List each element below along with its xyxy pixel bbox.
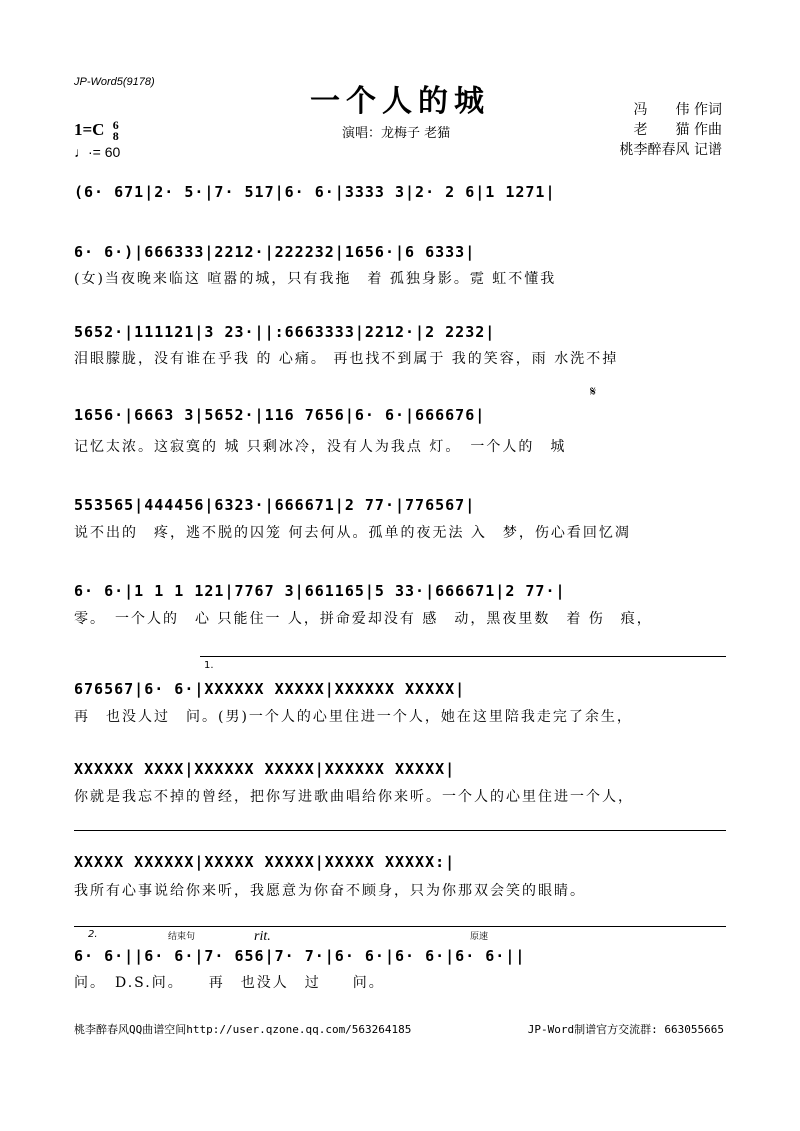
footer-right: JP-Word制谱官方交流群: 663055665 xyxy=(527,1023,724,1036)
time-bottom: 8 xyxy=(112,129,119,144)
notation-line-5: 553565|444456|6323·|666671|2 77·|776567| xyxy=(74,496,476,514)
segno-sign: 𝄋 xyxy=(590,384,597,400)
lyric-line-2: (女)当夜晚来临这 喧嚣的城，只有我拖 着 孤独身影。霓 虹不懂我 xyxy=(74,271,557,287)
volta-1-label: 1. xyxy=(204,660,214,671)
notation-line-7: 676567|6· 6·|XXXXXX XXXXX|XXXXXX XXXXX| xyxy=(74,680,466,698)
repeat-bracket xyxy=(74,830,726,831)
lyric-line-9: 我所有心事说给你来听，我愿意为你奋不顾身，只为你那双会笑的眼睛。 xyxy=(74,883,586,899)
time-top: 6 xyxy=(112,118,119,133)
time-signature xyxy=(113,120,119,142)
tempo-marking: ♩·= 60 xyxy=(74,144,121,160)
song-title: 一个人的城 xyxy=(310,84,490,119)
notation-line-10: 6· 6·||6· 6·|7· 656|7· 7·|6· 6·|6· 6·|6· 6·|| xyxy=(74,947,526,965)
original-tempo-label: 原速 xyxy=(470,932,489,942)
lyric-line-10: 问。 D.S.问。 再 也没人 过 问。 xyxy=(74,975,385,991)
notation-line-9: XXXXX XXXXXX|XXXXX XXXXX|XXXXX XXXXX:| xyxy=(74,853,456,871)
volta-2-label: 2. xyxy=(88,929,98,940)
lyric-line-4: 记忆太浓。这寂寞的 城 只剩冰冷，没有人为我点 灯。 一个人的 城 xyxy=(74,439,567,455)
lyric-line-5: 说不出的 疼，逃不脱的囚笼 何去何从。孤单的夜无法 入 梦，伤心看回忆凋 xyxy=(74,525,631,541)
notation-line-8: XXXXXX XXXX|XXXXXX XXXXX|XXXXXX XXXXX| xyxy=(74,760,456,778)
ending-label: 结束句 xyxy=(168,932,196,942)
notation-line-6: 6· 6·|1 1 1 121|7767 3|661165|5 33·|666671|2 77·| xyxy=(74,582,566,600)
lyric-line-8: 你就是我忘不掉的曾经，把你写进歌曲唱给你来听。一个人的心里住进一个人， xyxy=(74,789,634,805)
footer-left: 桃李醉春风QQ曲谱空间http://user.qzone.qq.com/563264185 xyxy=(74,1023,412,1036)
lyric-line-7: 再 也没人过 问。(男)一个人的心里住进一个人，她在这里陪我走完了余生， xyxy=(74,709,633,725)
singer-credit: 演唱：龙梅子 老猫 xyxy=(342,126,451,141)
lyric-line-3: 泪眼朦胧，没有谁在乎我 的 心痛。 再也找不到属于 我的笑容，雨 水洗不掉 xyxy=(74,351,619,367)
key-signature xyxy=(74,120,119,142)
volta-1-bracket xyxy=(200,656,726,657)
notation-line-4: 1656·|6663 3|5652·|116 7656|6· 6·|666676| xyxy=(74,406,486,424)
transcriber-credit: 桃李醉春风 记谱 xyxy=(619,142,722,158)
notation-line-2: 6· 6·)|666333|2212·|222232|1656·|6 6333| xyxy=(74,243,476,261)
rit-marking: rit. xyxy=(254,929,271,944)
software-label: JP-Word5(9178) xyxy=(74,76,155,88)
volta-2-bracket xyxy=(74,926,726,927)
lyricist-credit: 冯 伟 作词 xyxy=(633,102,722,118)
key-label: 1=C xyxy=(74,120,105,139)
credits-block xyxy=(620,100,722,160)
notation-line-1: (6· 671|2· 5·|7· 517|6· 6·|3333 3|2· 2 6|1 1271| xyxy=(74,183,556,201)
composer-credit: 老 猫 作曲 xyxy=(633,122,722,138)
lyric-line-6: 零。 一个人的 心 只能住一 人，拼命爱却没有 感 动，黑夜里数 着 伤 痕， xyxy=(74,611,653,627)
notation-line-3: 5652·|111121|3 23·||:6663333|2212·|2 2232| xyxy=(74,323,496,341)
